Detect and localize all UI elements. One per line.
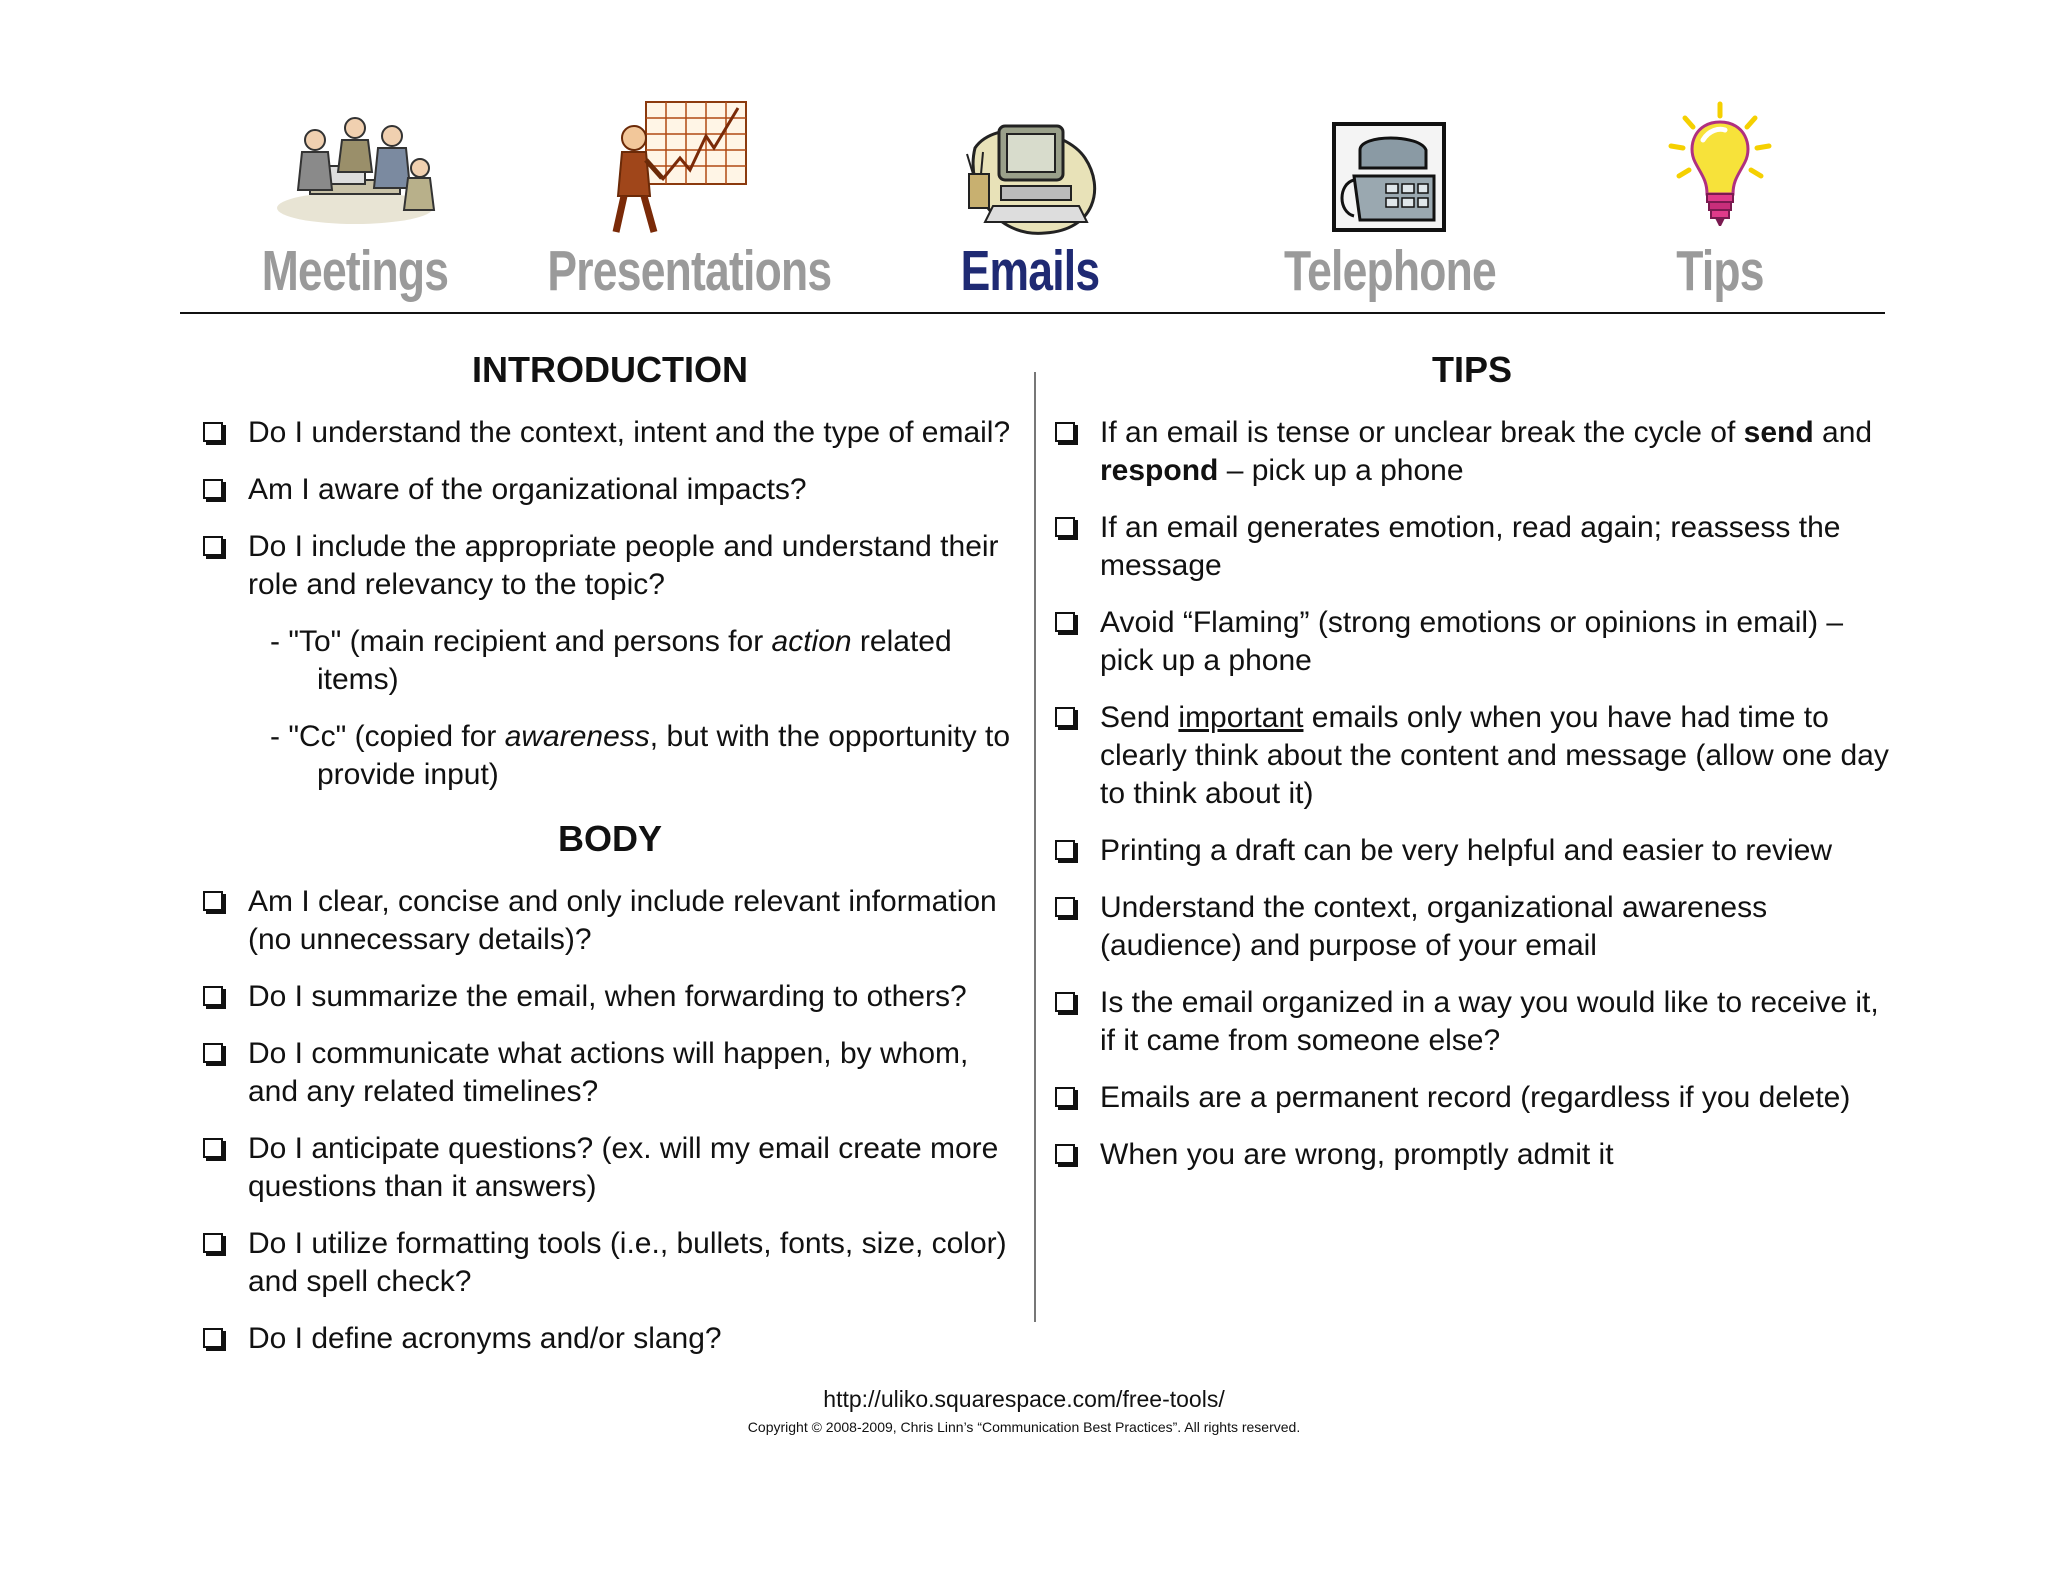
sub-item-to: - "To" (main recipient and persons for action related items) (270, 625, 952, 696)
list-item: If an email is tense or unclear break the cycle of send and respond – pick up a phone (1052, 414, 1892, 490)
list-item: Printing a draft can be very helpful and easier to review (1052, 832, 1892, 870)
checkbox-icon (203, 1138, 223, 1158)
checkbox-icon (203, 891, 223, 911)
list-item: Do I include the appropriate people and understand their role and relevancy to the topic? (200, 528, 1020, 604)
checkbox-icon (1055, 612, 1075, 632)
list-item: Send important emails only when you have had time to clearly think about the content and message (allow one day to think about it) (1052, 699, 1892, 813)
list-item: Do I utilize formatting tools (i.e., bullets, fonts, size, color) and spell check? (200, 1225, 1020, 1301)
sub-item-cc: - "Cc" (copied for awareness, but with the opportunity to provide input) (270, 720, 1011, 791)
computer-icon (955, 118, 1105, 243)
checkbox-icon (1055, 992, 1075, 1012)
list-item: Am I aware of the organizational impacts? (200, 471, 1020, 509)
telephone-icon (1330, 120, 1450, 235)
checkbox-icon (203, 1233, 223, 1253)
body-list (200, 883, 1020, 1358)
list-item: Am I clear, concise and only include relevant information (no unnecessary details)? (200, 883, 1020, 959)
meeting-people-icon (270, 110, 440, 230)
header-divider (180, 312, 1885, 314)
list-item: Understand the context, organizational awareness (audience) and purpose of your email (1052, 889, 1892, 965)
nav-item-presentations[interactable] (510, 100, 850, 310)
nav-item-tips[interactable] (1610, 100, 1830, 310)
checkbox-icon (203, 536, 223, 556)
checkbox-icon (1055, 897, 1075, 917)
checkbox-icon (1055, 422, 1075, 442)
nav-label: Meetings (261, 239, 449, 303)
lightbulb-icon (1665, 100, 1775, 230)
introduction-title: INTRODUCTION (472, 349, 748, 390)
list-item: Is the email organized in a way you would like to receive it, if it came from someone else? (1052, 984, 1892, 1060)
checkbox-icon (203, 422, 223, 442)
list-item: Emails are a permanent record (regardless if you delete) (1052, 1079, 1892, 1117)
body-title: BODY (557, 818, 662, 859)
nav-item-telephone[interactable] (1240, 100, 1540, 310)
nav-label: Emails (960, 239, 1100, 303)
nav-item-emails[interactable] (860, 100, 1200, 310)
presenter-chart-icon (610, 100, 750, 235)
list-item: When you are wrong, promptly admit it (1052, 1136, 1892, 1174)
nav-label: Telephone (1283, 239, 1497, 303)
tips-title: TIPS (1431, 349, 1512, 390)
checkbox-icon (203, 986, 223, 1006)
list-item: Do I communicate what actions will happen, by whom, and any related timelines? (200, 1035, 1020, 1111)
checkbox-icon (1055, 707, 1075, 727)
list-item: Do I summarize the email, when forwarding to others? (200, 978, 1020, 1016)
list-item: Do I anticipate questions? (ex. will my email create more questions than it answers) (200, 1130, 1020, 1206)
checkbox-icon (203, 1328, 223, 1348)
list-item: If an email generates emotion, read again; reassess the message (1052, 509, 1892, 585)
checkbox-icon (1055, 840, 1075, 860)
right-column (1052, 344, 1892, 1193)
checkbox-icon (203, 479, 223, 499)
tips-list (1052, 414, 1892, 1174)
checkbox-icon (1055, 1144, 1075, 1164)
section-nav (180, 100, 1880, 310)
column-divider (1034, 372, 1036, 1322)
list-item: Avoid “Flaming” (strong emotions or opinions in email) – pick up a phone (1052, 604, 1892, 680)
nav-label: Tips (1676, 239, 1764, 303)
footer-copyright: Copyright © 2008-2009, Chris Linn’s “Communication Best Practices”. All rights reserved. (747, 1419, 1301, 1435)
nav-label: Presentations (547, 239, 832, 303)
footer-url-link[interactable]: http://uliko.squarespace.com/free-tools/ (823, 1386, 1225, 1412)
nav-item-meetings[interactable] (220, 100, 490, 310)
list-item: Do I define acronyms and/or slang? (200, 1320, 1020, 1358)
checkbox-icon (1055, 517, 1075, 537)
left-column (200, 344, 1020, 1377)
checkbox-icon (1055, 1087, 1075, 1107)
list-item: Do I understand the context, intent and the type of email? (200, 414, 1020, 452)
introduction-list (200, 414, 1020, 604)
checkbox-icon (203, 1043, 223, 1063)
